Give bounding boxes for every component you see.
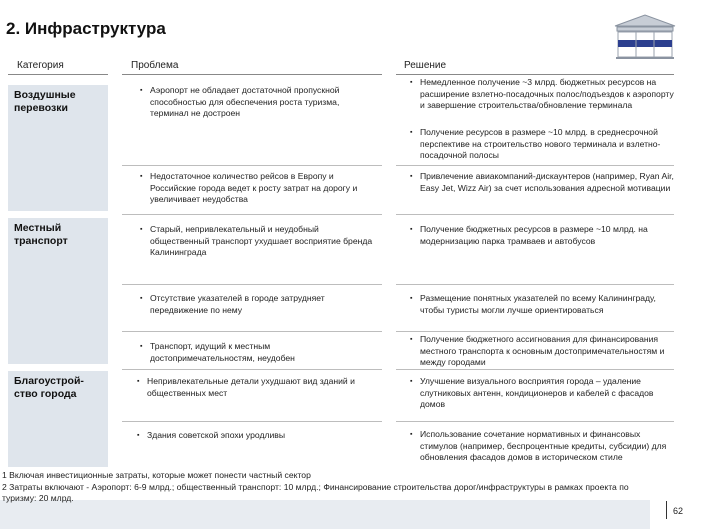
category-label: Благоустрой-ство города <box>14 375 84 400</box>
header-divider <box>8 74 108 75</box>
row-divider <box>122 284 382 285</box>
row-divider <box>122 214 382 215</box>
bullet: ▪ <box>137 432 140 439</box>
bullet: ▪ <box>140 343 143 350</box>
problem-cell: ▪ Непривлекательные детали ухудшают вид зданий и общественных мест <box>137 376 355 398</box>
header-problem: Проблема <box>131 60 179 71</box>
header-divider <box>396 74 674 75</box>
row-divider <box>396 369 674 370</box>
bullet: ▪ <box>410 129 413 136</box>
footnote-2: 2 Затраты включают - Аэропорт: 6-9 млрд.; общественный транспорт: 10 млрд.; Финансирование строительства дорог/инфраструктуры в рамках проекта по туризму: 20 млрд. <box>2 482 629 503</box>
bullet: ▪ <box>140 226 143 233</box>
bullet: ▪ <box>410 79 413 86</box>
footer-background <box>0 500 650 529</box>
bullet: ▪ <box>137 378 140 385</box>
footnote-1: 1 Включая инвестиционные затраты, которые может понести частный сектор <box>2 470 311 480</box>
bullet: ▪ <box>410 173 413 180</box>
bullet: ▪ <box>140 295 143 302</box>
problem-cell: ▪ Транспорт, идущий к местным достопримечательностям, неудобен <box>140 341 295 363</box>
category-label: Воздушные перевозки <box>14 89 76 114</box>
solution-cell: ▪ Улучшение визуального восприятия города – удаление слутниковых антенн, кондиционеров и кабелей с фасадов домов <box>410 376 654 409</box>
solution-cell: ▪ Получение бюджетных ресурсов в размере ~10 млрд. на модернизацию парка трамваев и автобусов <box>410 224 648 246</box>
bullet: ▪ <box>410 226 413 233</box>
header-solution: Решение <box>404 60 447 71</box>
category-label: Местный транспорт <box>14 222 68 247</box>
header-category: Категория <box>17 60 64 71</box>
solution-cell: ▪ Привлечение авиакомпаний-дискаунтеров (например, Ryan Air, Easy Jet, Wizz Air) за счет использования адресной мотивации <box>410 171 674 193</box>
page-number: 62 <box>673 506 684 516</box>
building-logo-icon <box>613 14 677 60</box>
bullet: ▪ <box>410 431 413 438</box>
solution-cell: ▪ Размещение понятных указателей по всему Калининграду, чтобы туристы могли лучше ориентироваться <box>410 293 656 315</box>
page-title: 2. Инфраструктура <box>6 19 166 38</box>
problem-cell: ▪ Здания советской эпохи уродливы <box>137 430 286 440</box>
row-divider <box>122 421 382 422</box>
page-divider <box>666 501 667 519</box>
category-air-transport <box>8 85 108 211</box>
row-divider <box>122 165 382 166</box>
bullet: ▪ <box>410 295 413 302</box>
bullet: ▪ <box>140 87 143 94</box>
bullet: ▪ <box>410 336 413 343</box>
solution-cell: ▪ Получение бюджетного ассигнования для финансирования местного транспорта к основным достопримечательностям и между городами <box>410 334 665 367</box>
row-divider <box>396 421 674 422</box>
category-local-transport <box>8 218 108 364</box>
row-divider <box>122 331 382 332</box>
bullet: ▪ <box>410 378 413 385</box>
header-divider <box>122 74 382 75</box>
problem-cell: ▪ Аэропорт не обладает достаточной пропускной способностью для обеспечения роста туризма, терминал не достроен <box>140 85 340 118</box>
solution-cell: ▪ Получение ресурсов в размере ~10 млрд. в среднесрочной перспективе на строительство нового терминала и взлетно-посадочной полосы <box>410 127 661 160</box>
solution-cell: ▪ Использование сочетание нормативных и финансовых стимулов (например, беспроцентные кредиты, субсидии) для обновления фасадов домов в историческом стиле <box>410 429 667 462</box>
row-divider <box>396 284 674 285</box>
problem-cell: ▪ Старый, непривлекательный и неудобный общественный транспорт ухудшает восприятие бренда Калининграда <box>140 224 373 257</box>
row-divider <box>122 369 382 370</box>
problem-cell: ▪ Недостаточное количество рейсов в Европу и Российские города ведет к росту затрат на дорогу и увеличивает неудобства <box>140 171 358 204</box>
solution-cell: ▪ Немедленное получение ~3 млрд. бюджетных ресурсов на расширение взлетно-посадочных полос/подъездов к аэропорту и завершение строительства/обновление терминала <box>410 77 674 110</box>
row-divider <box>396 214 674 215</box>
bullet: ▪ <box>140 173 143 180</box>
problem-cell: ▪ Отсутствие указателей в городе затрудняет передвижение по нему <box>140 293 325 315</box>
row-divider <box>396 331 674 332</box>
row-divider <box>396 165 674 166</box>
category-city-improvement <box>8 371 108 467</box>
